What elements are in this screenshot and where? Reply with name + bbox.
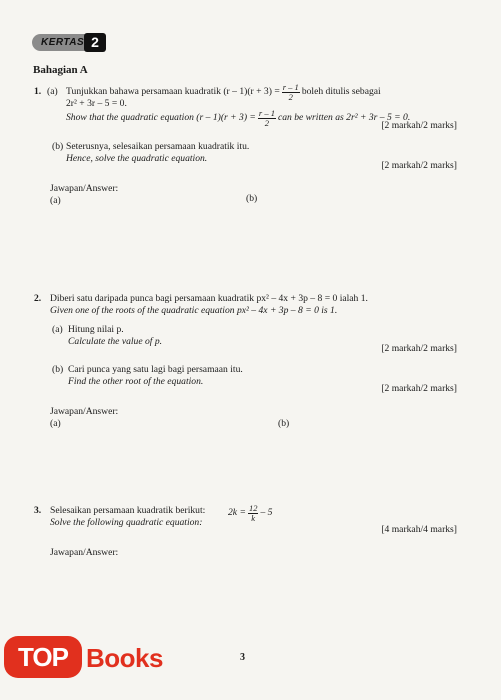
q1b-label: (b) bbox=[52, 141, 64, 152]
q1a-fraction-numerator: r – 1 bbox=[282, 81, 299, 92]
q3-malay: Selesaikan persamaan kuadratik berikut: bbox=[50, 505, 206, 516]
q1b-english: Hence, solve the quadratic equation. bbox=[66, 153, 208, 164]
watermark-top-text: TOP bbox=[18, 642, 68, 672]
paper-number: 2 bbox=[84, 33, 106, 52]
q1a-english-text-2: can be written as 2r² + 3r – 5 = 0. bbox=[277, 112, 411, 123]
q2b-english: Find the other root of the equation. bbox=[68, 376, 204, 387]
q2a-label: (a) bbox=[52, 324, 63, 335]
q3-equation bbox=[228, 500, 272, 526]
q1a-malay-text-2: boleh ditulis sebagai bbox=[301, 86, 381, 97]
q2b-malay: Cari punca yang satu lagi bagi persamaan itu. bbox=[68, 364, 243, 375]
q1a-fraction bbox=[282, 83, 300, 102]
paper-label: KERTAS bbox=[41, 37, 85, 48]
q3-answer-label: Jawapan/Answer: bbox=[50, 547, 119, 558]
q3-number: 3. bbox=[34, 505, 42, 516]
q2a-english: Calculate the value of p. bbox=[68, 336, 163, 347]
q2b-label: (b) bbox=[52, 364, 64, 375]
q1a-english-fraction-denominator: 2 bbox=[264, 117, 270, 128]
topbooks-watermark bbox=[0, 636, 180, 680]
q1a-label: (a) bbox=[47, 86, 58, 97]
q3-equation-left: 2k = bbox=[228, 507, 246, 518]
q1a-marks: [2 markah/2 marks] bbox=[381, 120, 457, 131]
q2-answer-a: (a) bbox=[50, 418, 61, 429]
q1a-malay-text-3: 2r² + 3r – 5 = 0. bbox=[66, 98, 127, 109]
q1-number: 1. bbox=[34, 86, 42, 97]
section-title: Bahagian A bbox=[33, 64, 88, 76]
page-number: 3 bbox=[240, 652, 245, 663]
paper-badge bbox=[32, 34, 106, 51]
q1b-marks: [2 markah/2 marks] bbox=[381, 160, 457, 171]
q3-marks: [4 markah/4 marks] bbox=[381, 524, 457, 535]
q1a-english-text-1: Show that the quadratic equation (r – 1)(r + 3) = bbox=[66, 112, 256, 123]
q1a-malay-text-1: Tunjukkan bahawa persamaan kuadratik (r – 1)(r + 3) = bbox=[66, 86, 280, 97]
watermark-books-text: Books bbox=[86, 643, 163, 673]
q3-fraction-denominator: k bbox=[251, 512, 256, 523]
q3-english: Solve the following quadratic equation: bbox=[50, 517, 203, 528]
q1-answer-label: Jawapan/Answer: bbox=[50, 183, 119, 194]
q1a-english-fraction-numerator: r – 1 bbox=[258, 107, 275, 118]
q1b-malay: Seterusnya, selesaikan persamaan kuadratik itu. bbox=[66, 141, 250, 152]
q2a-marks: [2 markah/2 marks] bbox=[381, 343, 457, 354]
q3-fraction bbox=[248, 504, 259, 523]
q2a-malay: Hitung nilai p. bbox=[68, 324, 124, 335]
q1a-fraction-denominator: 2 bbox=[288, 91, 293, 102]
q2-english: Given one of the roots of the quadratic equation px² – 4x + 3p – 8 = 0 is 1. bbox=[50, 305, 338, 316]
q2-answer-label: Jawapan/Answer: bbox=[50, 406, 119, 417]
q1-answer-a: (a) bbox=[50, 195, 61, 206]
q2-number: 2. bbox=[34, 293, 42, 304]
q1a-english-fraction bbox=[258, 109, 276, 128]
q1-answer-b: (b) bbox=[246, 193, 258, 204]
q2b-marks: [2 markah/2 marks] bbox=[381, 383, 457, 394]
q3-equation-right: – 5 bbox=[260, 507, 273, 518]
q1a-english-line bbox=[66, 106, 410, 130]
q2-answer-b: (b) bbox=[278, 418, 290, 429]
q3-fraction-numerator: 12 bbox=[248, 502, 258, 513]
q2-malay: Diberi satu daripada punca bagi persamaan kuadratik px² – 4x + 3p – 8 = 0 ialah 1. bbox=[50, 293, 368, 304]
